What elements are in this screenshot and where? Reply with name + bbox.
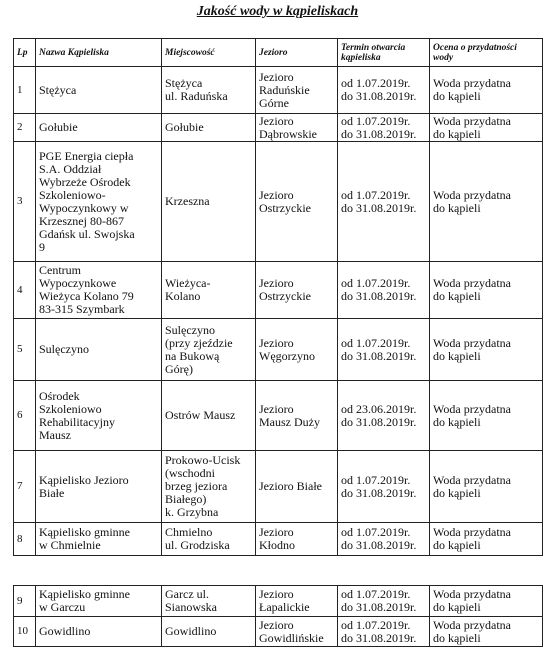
col-header-lake: Jezioro	[256, 39, 338, 67]
cell-lp: 7	[14, 451, 36, 523]
cell-term: od 1.07.2019r. do 31.08.2019r.	[338, 586, 430, 617]
cell-rating: Woda przydatna do kąpieli	[430, 67, 543, 114]
water-quality-table	[13, 38, 543, 556]
col-header-rating: Ocena o przydatności wody	[430, 39, 543, 67]
cell-term: od 1.07.2019r. do 31.08.2019r.	[338, 319, 430, 381]
page-title: Jakość wody w kąpieliskach	[196, 4, 359, 19]
cell-town: Garcz ul. Sianowska	[162, 586, 256, 617]
cell-lake: Jezioro Łapalickie	[256, 586, 338, 617]
cell-name: Sulęczyno	[36, 319, 162, 381]
cell-rating: Woda przydatna do kąpieli	[430, 451, 543, 523]
cell-name: Kąpielisko gminne w Chmielnie	[36, 523, 162, 556]
cell-town: Sulęczyno (przy zjeździe na Bukową Górę)	[162, 319, 256, 381]
cell-rating: Woda przydatna do kąpieli	[430, 142, 543, 262]
cell-term: od 1.07.2019r. do 31.08.2019r.	[338, 617, 430, 647]
table-row	[14, 381, 543, 451]
cell-lake: Jezioro Gowidlińskie	[256, 617, 338, 647]
cell-name: Ośrodek Szkoleniowo Rehabilitacyjny Mausz	[36, 381, 162, 451]
cell-town: Stężyca ul. Raduńska	[162, 67, 256, 114]
cell-term: od 1.07.2019r. do 31.08.2019r.	[338, 523, 430, 556]
cell-term: od 1.07.2019r. do 31.08.2019r.	[338, 451, 430, 523]
cell-rating: Woda przydatna do kąpieli	[430, 523, 543, 556]
cell-name: Centrum Wypoczynkowe Wieżyca Kolano 79 83-315 Szymbark	[36, 262, 162, 319]
cell-lake: Jezioro Kłodno	[256, 523, 338, 556]
cell-rating: Woda przydatna do kąpieli	[430, 114, 543, 142]
cell-name: Gołubie	[36, 114, 162, 142]
cell-term: od 1.07.2019r. do 31.08.2019r.	[338, 142, 430, 262]
cell-rating: Woda przydatna do kąpieli	[430, 262, 543, 319]
cell-lp: 1	[14, 67, 36, 114]
cell-rating: Woda przydatna do kąpieli	[430, 319, 543, 381]
table-row	[14, 319, 543, 381]
cell-term: od 1.07.2019r. do 31.08.2019r.	[338, 67, 430, 114]
cell-name: PGE Energia ciepła S.A. Oddział Wybrzeże Ośrodek Szkoleniowo- Wypoczynkowy w Krzesznej 80-867 Gdańsk ul. Swojska 9	[36, 142, 162, 262]
cell-lake: Jezioro Białe	[256, 451, 338, 523]
cell-term: od 1.07.2019r. do 31.08.2019r.	[338, 262, 430, 319]
cell-term: od 23.06.2019r. do 31.08.2019r.	[338, 381, 430, 451]
cell-term: od 1.07.2019r. do 31.08.2019r.	[338, 114, 430, 142]
cell-name: Stężyca	[36, 67, 162, 114]
cell-rating: Woda przydatna do kąpieli	[430, 617, 543, 647]
col-header-lp: Lp	[14, 39, 36, 67]
cell-town: Ostrów Mausz	[162, 381, 256, 451]
cell-town: Prokowo-Ucisk (wschodni brzeg jeziora Białego) k. Grzybna	[162, 451, 256, 523]
cell-lp: 10	[14, 617, 36, 647]
cell-lp: 9	[14, 586, 36, 617]
cell-lp: 5	[14, 319, 36, 381]
cell-lake: Jezioro Ostrzyckie	[256, 262, 338, 319]
cell-town: Wieżyca- Kolano	[162, 262, 256, 319]
cell-lake: Jezioro Ostrzyckie	[256, 142, 338, 262]
cell-town: Gowidlino	[162, 617, 256, 647]
cell-lp: 3	[14, 142, 36, 262]
cell-town: Gołubie	[162, 114, 256, 142]
table-row	[14, 586, 543, 617]
table-row	[14, 67, 543, 114]
table-row	[14, 262, 543, 319]
cell-lp: 4	[14, 262, 36, 319]
col-header-term: Termin otwarcia kąpieliska	[338, 39, 430, 67]
cell-name: Kąpielisko gminne w Garczu	[36, 586, 162, 617]
cell-lp: 8	[14, 523, 36, 556]
table-header-row	[14, 39, 543, 67]
table-row	[14, 142, 543, 262]
table-row	[14, 617, 543, 647]
cell-lake: Jezioro Raduńskie Górne	[256, 67, 338, 114]
cell-town: Chmielno ul. Grodziska	[162, 523, 256, 556]
water-quality-table-continued	[13, 585, 543, 647]
cell-lake: Jezioro Dąbrowskie	[256, 114, 338, 142]
col-header-name: Nazwa Kąpieliska	[36, 39, 162, 67]
cell-lake: Jezioro Węgorzyno	[256, 319, 338, 381]
cell-town: Krzeszna	[162, 142, 256, 262]
cell-lp: 2	[14, 114, 36, 142]
cell-lp: 6	[14, 381, 36, 451]
cell-lake: Jezioro Mausz Duży	[256, 381, 338, 451]
table-row	[14, 114, 543, 142]
col-header-town: Miejscowość	[162, 39, 256, 67]
cell-name: Kąpielisko Jezioro Białe	[36, 451, 162, 523]
table-row	[14, 523, 543, 556]
cell-rating: Woda przydatna do kąpieli	[430, 381, 543, 451]
cell-name: Gowidlino	[36, 617, 162, 647]
cell-rating: Woda przydatna do kąpieli	[430, 586, 543, 617]
table-row	[14, 451, 543, 523]
